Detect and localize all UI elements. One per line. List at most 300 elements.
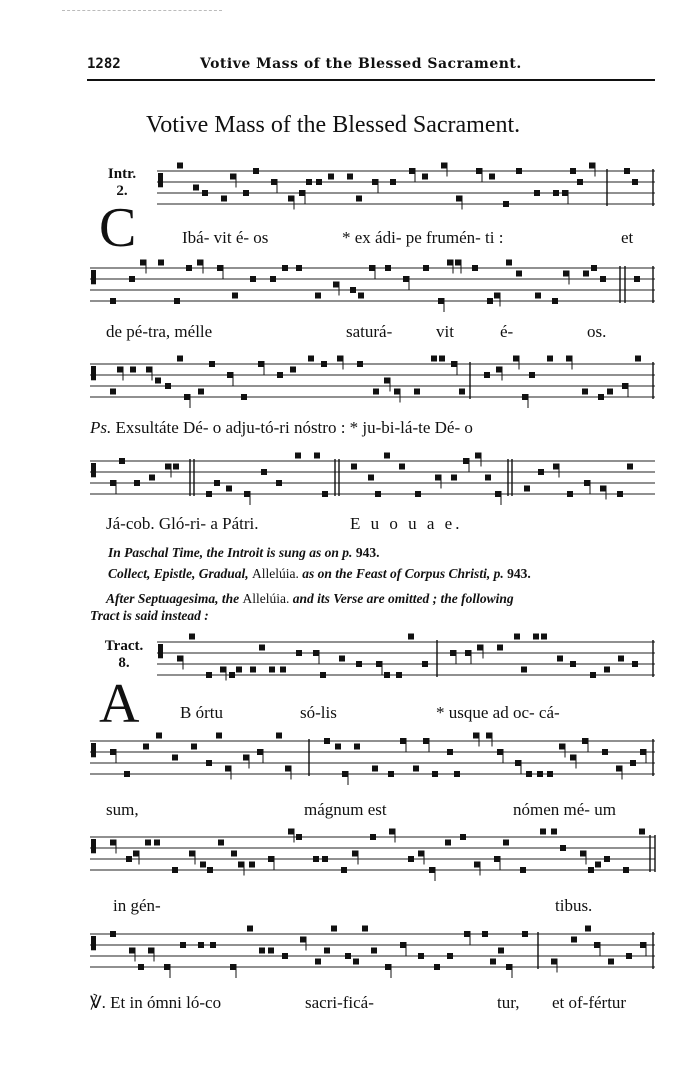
neume: [495, 491, 501, 497]
neume: [607, 389, 613, 395]
neume: [300, 937, 306, 943]
neume: [414, 389, 420, 395]
lyric-line: * ex ádi- pe frumén- ti :: [342, 228, 504, 247]
neume: [296, 265, 302, 271]
neume: [342, 771, 348, 777]
neume: [465, 650, 471, 656]
neume: [347, 174, 353, 180]
neume: [376, 661, 382, 667]
neume: [315, 959, 321, 965]
neume: [503, 840, 509, 846]
neume: [249, 862, 255, 868]
neume: [632, 179, 638, 185]
neume: [384, 672, 390, 678]
neume: [197, 260, 203, 266]
neume: [632, 661, 638, 667]
neume: [445, 840, 451, 846]
neume: [320, 672, 326, 678]
neume: [385, 265, 391, 271]
neume: [207, 867, 213, 873]
neume: [322, 856, 328, 862]
neume: [268, 948, 274, 954]
neume: [524, 486, 530, 492]
lyric-line: sacri-ficá-: [305, 993, 374, 1012]
neume: [280, 667, 286, 673]
neume: [623, 867, 629, 873]
neume: [177, 356, 183, 362]
neume: [563, 271, 569, 277]
page-title: Votive Mass of the Blessed Sacrament.: [146, 112, 521, 138]
neume: [409, 168, 415, 174]
neume: [591, 265, 597, 271]
neume: [269, 667, 275, 673]
clef: [91, 839, 96, 853]
neume: [276, 480, 282, 486]
psalm-label: Ps.: [90, 418, 112, 437]
neume: [143, 744, 149, 750]
neume: [276, 733, 282, 739]
neume: [570, 661, 576, 667]
neume: [313, 650, 319, 656]
neume: [288, 196, 294, 202]
neume: [598, 394, 604, 400]
introit-initial: C: [99, 197, 137, 259]
neume: [117, 367, 123, 373]
neume: [296, 650, 302, 656]
neume: [229, 672, 235, 678]
neume: [617, 491, 623, 497]
rubric-line: In Paschal Time, the Introit is sung as on p. 943.: [108, 545, 380, 560]
neume: [553, 464, 559, 470]
neume: [126, 856, 132, 862]
neume: [186, 265, 192, 271]
neume: [562, 190, 568, 196]
neume: [236, 667, 242, 673]
neume: [384, 453, 390, 459]
lyric-line: mágnum est: [304, 800, 387, 819]
clef: [91, 743, 96, 757]
neume: [447, 260, 453, 266]
neume: [547, 356, 553, 362]
neume: [640, 749, 646, 755]
neume: [451, 361, 457, 367]
lyric-line: B órtu: [180, 703, 223, 722]
neume: [243, 755, 249, 761]
neume: [447, 749, 453, 755]
neume: [553, 190, 559, 196]
neume: [368, 475, 374, 481]
neume: [156, 733, 162, 739]
neume: [418, 851, 424, 857]
neume: [460, 834, 466, 840]
neume: [589, 163, 595, 169]
tract-label: Tract. 8.: [104, 638, 144, 671]
neume: [529, 372, 535, 378]
neume: [516, 168, 522, 174]
neume: [324, 948, 330, 954]
neume: [515, 760, 521, 766]
neume: [217, 265, 223, 271]
neume: [358, 293, 364, 299]
neume: [177, 163, 183, 169]
lyric-line: é-: [500, 322, 514, 341]
neume: [220, 667, 226, 673]
neume: [133, 851, 139, 857]
neume: [357, 361, 363, 367]
neume: [455, 260, 461, 266]
neume: [487, 298, 493, 304]
neume: [193, 185, 199, 191]
neume: [257, 749, 263, 755]
neume: [571, 937, 577, 943]
neume: [371, 948, 377, 954]
neume: [243, 190, 249, 196]
neume: [372, 766, 378, 772]
neume: [206, 672, 212, 678]
neume: [110, 840, 116, 846]
clef: [91, 366, 96, 380]
neume: [198, 942, 204, 948]
neume: [514, 634, 520, 640]
neume: [522, 394, 528, 400]
neume: [206, 760, 212, 766]
neume: [635, 356, 641, 362]
neume: [146, 367, 152, 373]
neume: [454, 771, 460, 777]
neume: [244, 491, 250, 497]
neume: [241, 394, 247, 400]
neume: [261, 469, 267, 475]
neume: [535, 293, 541, 299]
neume: [165, 464, 171, 470]
neume: [447, 953, 453, 959]
lyric-line: in gén-: [113, 896, 161, 915]
neume: [463, 458, 469, 464]
neume: [418, 953, 424, 959]
neume: [438, 298, 444, 304]
neume: [335, 744, 341, 750]
neume: [541, 634, 547, 640]
neume: [389, 829, 395, 835]
neume: [130, 367, 136, 373]
clef: [91, 270, 96, 284]
neume: [464, 931, 470, 937]
neume: [506, 260, 512, 266]
neume: [429, 867, 435, 873]
neume: [299, 190, 305, 196]
neume: [258, 361, 264, 367]
neume: [172, 755, 178, 761]
lyric-line: Ibá- vit é- os: [182, 228, 269, 247]
lyric-line: saturá-: [346, 322, 393, 341]
neume: [475, 453, 481, 459]
neume: [372, 179, 378, 185]
neume: [585, 926, 591, 932]
neume: [218, 840, 224, 846]
neume: [604, 667, 610, 673]
neume: [534, 190, 540, 196]
neume: [540, 829, 546, 835]
neume: [498, 948, 504, 954]
neume: [560, 845, 566, 851]
neume: [214, 480, 220, 486]
neume: [608, 959, 614, 965]
neume: [422, 661, 428, 667]
neume: [622, 383, 628, 389]
neume: [138, 964, 144, 970]
neume: [316, 179, 322, 185]
rubric-line: After Septuagesima, the Allelúia. and its Verse are omitted ; the following: [106, 591, 514, 606]
neume: [140, 260, 146, 266]
lyric-line: nómen mé- um: [513, 800, 616, 819]
neume: [388, 771, 394, 777]
neume: [230, 174, 236, 180]
neume: [618, 656, 624, 662]
neume: [172, 867, 178, 873]
neume: [250, 667, 256, 673]
lyric-line: os.: [587, 322, 607, 341]
introit-label: Intr. 2.: [107, 166, 137, 199]
neume: [221, 196, 227, 202]
neume: [314, 453, 320, 459]
neume: [231, 851, 237, 857]
neume: [506, 964, 512, 970]
neume: [189, 634, 195, 640]
neume: [154, 840, 160, 846]
lyric-line: et: [621, 228, 634, 247]
neume: [373, 389, 379, 395]
neume: [306, 179, 312, 185]
neume: [473, 733, 479, 739]
running-title: Votive Mass of the Blessed Sacrament.: [200, 56, 522, 72]
neume: [202, 190, 208, 196]
neume: [247, 926, 253, 932]
neume: [484, 372, 490, 378]
neume: [582, 389, 588, 395]
neume: [594, 942, 600, 948]
neume: [588, 867, 594, 873]
neume: [259, 645, 265, 651]
neume: [315, 293, 321, 299]
neume: [341, 867, 347, 873]
neume: [533, 634, 539, 640]
neume: [521, 667, 527, 673]
neume: [173, 464, 179, 470]
neume: [250, 276, 256, 282]
neume: [339, 656, 345, 662]
neume: [494, 856, 500, 862]
neume: [362, 926, 368, 932]
neume: [435, 475, 441, 481]
neume: [482, 931, 488, 937]
neume: [590, 672, 596, 678]
neume: [119, 458, 125, 464]
neume: [230, 964, 236, 970]
neume: [225, 766, 231, 772]
neume: [477, 645, 483, 651]
neume: [584, 480, 590, 486]
neume: [145, 840, 151, 846]
neume: [110, 480, 116, 486]
neume: [177, 656, 183, 662]
neume: [459, 389, 465, 395]
neume: [595, 862, 601, 868]
neume: [129, 948, 135, 954]
neume: [356, 661, 362, 667]
lyric-line: et of-fértur: [552, 993, 627, 1012]
neume: [277, 372, 283, 378]
lyric-line: sum,: [106, 800, 139, 819]
neume: [582, 738, 588, 744]
neume: [503, 201, 509, 207]
neume: [413, 766, 419, 772]
neume: [370, 834, 376, 840]
neume: [516, 271, 522, 277]
neume: [350, 287, 356, 293]
neume: [439, 356, 445, 362]
neume: [394, 389, 400, 395]
lyric-line: ℣. Et in ómni ló-co: [90, 993, 222, 1012]
neume: [497, 645, 503, 651]
neume: [337, 356, 343, 362]
neume: [345, 953, 351, 959]
neume: [295, 453, 301, 459]
neume: [110, 749, 116, 755]
neume: [165, 383, 171, 389]
neume: [268, 856, 274, 862]
neume: [557, 656, 563, 662]
neume: [385, 964, 391, 970]
neume: [206, 491, 212, 497]
neume: [282, 265, 288, 271]
neume: [174, 298, 180, 304]
neume: [354, 744, 360, 750]
neume: [369, 265, 375, 271]
neume: [624, 168, 630, 174]
neume: [450, 650, 456, 656]
neume: [164, 964, 170, 970]
neume: [537, 771, 543, 777]
neume: [432, 771, 438, 777]
neume: [353, 959, 359, 965]
neume: [321, 361, 327, 367]
neume: [226, 486, 232, 492]
neume: [526, 771, 532, 777]
neume: [384, 378, 390, 384]
clef: [91, 936, 96, 950]
neume: [451, 475, 457, 481]
neume: [538, 469, 544, 475]
neume: [570, 168, 576, 174]
neume: [580, 851, 586, 857]
rubric-line: Collect, Epistle, Gradual, Allelúia. as on the Feast of Corpus Christi, p. 943.: [108, 566, 531, 581]
neume: [490, 959, 496, 965]
clef: [158, 644, 163, 658]
neume: [551, 959, 557, 965]
lyric-line: * usque ad oc- cá-: [436, 703, 560, 722]
neume: [566, 356, 572, 362]
neume: [396, 672, 402, 678]
neume: [308, 356, 314, 362]
neume: [324, 738, 330, 744]
neume: [634, 276, 640, 282]
neume: [238, 862, 244, 868]
tract-initial: A: [99, 673, 140, 735]
neume: [474, 862, 480, 868]
neume: [296, 834, 302, 840]
neume: [600, 486, 606, 492]
lyric-line: tur,: [497, 993, 520, 1012]
neume: [551, 829, 557, 835]
neume: [600, 276, 606, 282]
neume: [496, 367, 502, 373]
lyric-line: E u o u a e.: [350, 514, 463, 533]
neume: [626, 953, 632, 959]
neume: [271, 179, 277, 185]
neume: [232, 293, 238, 299]
neume: [639, 829, 645, 835]
neume: [423, 265, 429, 271]
neume: [583, 271, 589, 277]
neume: [288, 829, 294, 835]
neume: [552, 298, 558, 304]
neume: [602, 749, 608, 755]
neume: [200, 862, 206, 868]
neume: [422, 174, 428, 180]
neume: [408, 634, 414, 640]
neume: [640, 942, 646, 948]
neume: [191, 744, 197, 750]
neume: [434, 964, 440, 970]
neume: [333, 282, 339, 288]
neume: [630, 760, 636, 766]
neume: [486, 733, 492, 739]
clef: [91, 463, 96, 477]
neume: [400, 738, 406, 744]
neume: [399, 464, 405, 470]
neume: [124, 771, 130, 777]
lyric-line: só-lis: [300, 703, 337, 722]
neume: [567, 491, 573, 497]
neume: [577, 179, 583, 185]
neume: [184, 394, 190, 400]
rubric-line: Tract is said instead :: [90, 608, 209, 623]
neume: [110, 298, 116, 304]
neume: [352, 851, 358, 857]
neume: [415, 491, 421, 497]
neume: [189, 851, 195, 857]
neume: [476, 168, 482, 174]
neume: [456, 196, 462, 202]
lyric-line: tibus.: [555, 896, 593, 915]
neume: [155, 378, 161, 384]
neume: [210, 942, 216, 948]
neume: [522, 931, 528, 937]
neume: [209, 361, 215, 367]
neume: [285, 766, 291, 772]
lyric-line: vit: [436, 322, 454, 341]
neume: [331, 926, 337, 932]
neume: [604, 856, 610, 862]
neume: [485, 475, 491, 481]
neume: [148, 948, 154, 954]
neume: [180, 942, 186, 948]
neume: [270, 276, 276, 282]
neume: [472, 265, 478, 271]
neume: [158, 260, 164, 266]
neume: [290, 367, 296, 373]
neume: [129, 276, 135, 282]
